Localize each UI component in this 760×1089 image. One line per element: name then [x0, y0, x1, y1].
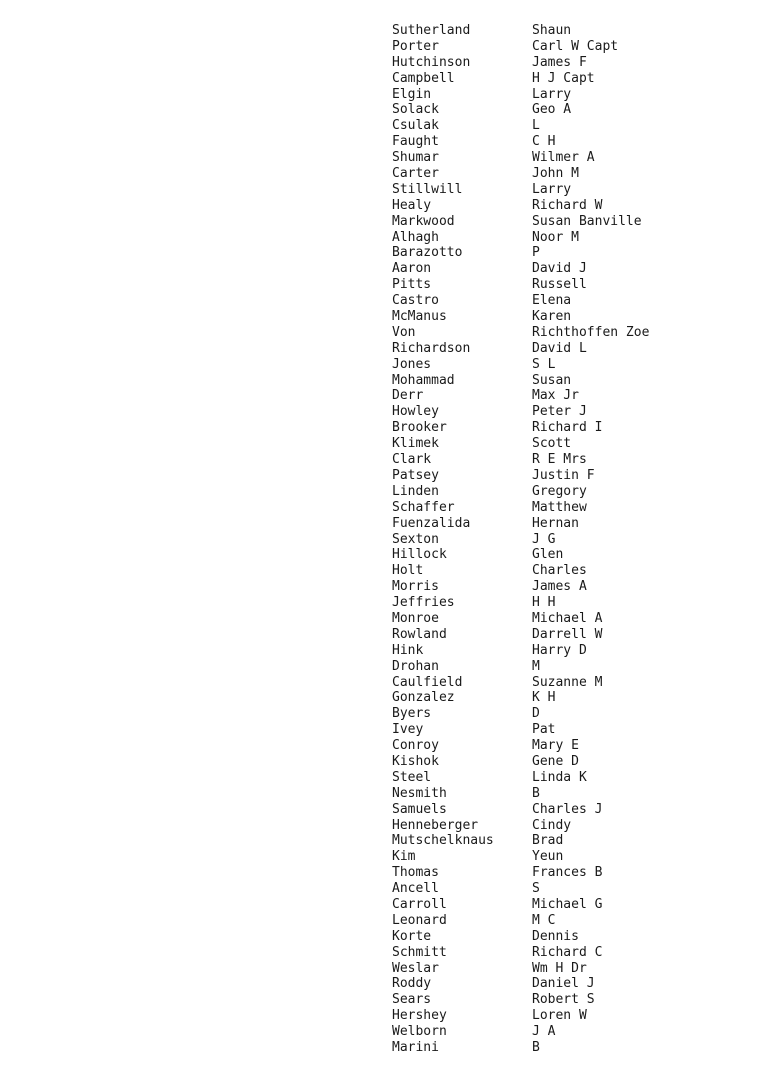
first-name: H H — [532, 595, 556, 611]
last-name: Healy — [392, 197, 432, 213]
last-name: Shumar — [392, 150, 439, 166]
first-name: Larry — [532, 86, 572, 102]
last-name: Henneberger — [392, 817, 479, 833]
last-name: Mohammad — [392, 372, 455, 388]
last-name: Hink — [392, 642, 424, 658]
first-name: Loren W — [532, 1008, 587, 1024]
first-name: Richard I — [532, 420, 603, 436]
first-name: James F — [532, 54, 587, 70]
first-name: D — [532, 706, 540, 722]
last-name: Elgin — [392, 86, 432, 102]
last-name: Brooker — [392, 420, 447, 436]
first-name: L — [532, 118, 540, 134]
last-name: Patsey — [392, 467, 439, 483]
last-name: Derr — [392, 388, 424, 404]
first-name: Brad — [532, 833, 564, 849]
last-name: Sexton — [392, 531, 439, 547]
last-name: Holt — [392, 563, 424, 579]
last-name: Roddy — [392, 976, 432, 992]
first-name: Noor M — [532, 229, 579, 245]
first-name: Scott — [532, 436, 572, 452]
first-name: Max Jr — [532, 388, 579, 404]
first-name: C H — [532, 134, 556, 150]
first-name: J A — [532, 1024, 556, 1040]
last-name: Richardson — [392, 340, 471, 356]
last-name: Hillock — [392, 547, 447, 563]
last-name: Carter — [392, 166, 439, 182]
last-name: Byers — [392, 706, 432, 722]
first-name: P — [532, 245, 540, 261]
first-name: H J Capt — [532, 70, 595, 86]
last-name: Kishok — [392, 753, 439, 769]
last-name: Ancell — [392, 881, 439, 897]
first-name: Hernan — [532, 515, 579, 531]
last-name: Weslar — [392, 960, 439, 976]
first-name: John M — [532, 166, 579, 182]
last-name: Klimek — [392, 436, 439, 452]
last-name: Nesmith — [392, 785, 447, 801]
first-name: R E Mrs — [532, 452, 587, 468]
first-name: Frances B — [532, 865, 603, 881]
last-name: Monroe — [392, 610, 439, 626]
last-name: Porter — [392, 38, 439, 54]
last-name: Steel — [392, 769, 432, 785]
first-name: Suzanne M — [532, 674, 603, 690]
first-name: M — [532, 658, 540, 674]
first-name: Justin F — [532, 467, 595, 483]
first-name: Russell — [532, 277, 587, 293]
last-name: Csulak — [392, 118, 439, 134]
last-name: Castro — [392, 293, 439, 309]
first-name: Gregory — [532, 483, 587, 499]
first-name: Pat — [532, 722, 556, 738]
last-name: Ivey — [392, 722, 424, 738]
last-name: Fuenzalida — [392, 515, 471, 531]
first-name: Mary E — [532, 738, 579, 754]
last-name: Alhagh — [392, 229, 439, 245]
last-name: Sears — [392, 992, 432, 1008]
last-name: Welborn — [392, 1024, 447, 1040]
first-name: Wm H Dr — [532, 960, 587, 976]
last-name: Clark — [392, 452, 432, 468]
first-name: Michael G — [532, 896, 603, 912]
last-name: Gonzalez — [392, 690, 455, 706]
first-name: Matthew — [532, 499, 587, 515]
first-name: Susan — [532, 372, 572, 388]
first-name: Charles — [532, 563, 587, 579]
last-name: Thomas — [392, 865, 439, 881]
first-name: Elena — [532, 293, 572, 309]
first-name: Richard W — [532, 197, 603, 213]
first-name: Linda K — [532, 769, 587, 785]
last-name: Faught — [392, 134, 439, 150]
last-name: Howley — [392, 404, 439, 420]
first-name: Richthoffen Zoe — [532, 324, 650, 340]
last-name: Korte — [392, 928, 432, 944]
last-name: Pitts — [392, 277, 432, 293]
last-name: Von — [392, 324, 416, 340]
last-name: Sutherland — [392, 23, 471, 38]
first-name: Darrell W — [532, 626, 603, 642]
last-name: Solack — [392, 102, 439, 118]
first-name: Glen — [532, 547, 564, 563]
first-name: M C — [532, 912, 556, 928]
last-name: Campbell — [392, 70, 455, 86]
last-name: Markwood — [392, 213, 455, 229]
last-name: Schmitt — [392, 944, 447, 960]
last-name: Stillwill — [392, 181, 463, 197]
first-name: David J — [532, 261, 587, 277]
first-name: K H — [532, 690, 556, 706]
first-name: Dennis — [532, 928, 579, 944]
first-name: Daniel J — [532, 976, 595, 992]
last-name: Caulfield — [392, 674, 463, 690]
first-name: Susan Banville — [532, 213, 642, 229]
last-name: Samuels — [392, 801, 447, 817]
last-name: Marini — [392, 1040, 439, 1055]
last-name: Conroy — [392, 738, 439, 754]
last-name: Barazotto — [392, 245, 463, 261]
first-name: Shaun — [532, 23, 572, 38]
last-name: Kim — [392, 849, 416, 865]
first-name: Michael A — [532, 610, 603, 626]
first-name: David L — [532, 340, 587, 356]
first-name: Gene D — [532, 753, 579, 769]
first-name: Larry — [532, 181, 572, 197]
last-name: Carroll — [392, 896, 447, 912]
last-name: Leonard — [392, 912, 447, 928]
last-name: Drohan — [392, 658, 439, 674]
first-name: Richard C — [532, 944, 603, 960]
last-name: Schaffer — [392, 499, 455, 515]
first-name: Geo A — [532, 102, 572, 118]
first-name: Harry D — [532, 642, 587, 658]
first-name: James A — [532, 579, 587, 595]
first-name: J G — [532, 531, 556, 547]
last-name: Rowland — [392, 626, 447, 642]
last-name: Jeffries — [392, 595, 455, 611]
last-name: Linden — [392, 483, 439, 499]
last-name: Hutchinson — [392, 54, 471, 70]
first-name: S L — [532, 356, 556, 372]
first-name: B — [532, 785, 540, 801]
first-name: S — [532, 881, 540, 897]
first-name: B — [532, 1040, 540, 1055]
first-name: Charles J — [532, 801, 603, 817]
first-name: Yeun — [532, 849, 564, 865]
last-name: Mutschelknaus — [392, 833, 494, 849]
last-name: Jones — [392, 356, 432, 372]
first-name: Wilmer A — [532, 150, 595, 166]
last-name: Hershey — [392, 1008, 447, 1024]
first-name: Karen — [532, 309, 572, 325]
first-name: Peter J — [532, 404, 587, 420]
first-name: Cindy — [532, 817, 572, 833]
last-name: McManus — [392, 309, 447, 325]
first-name: Carl W Capt — [532, 38, 619, 54]
first-name: Robert S — [532, 992, 595, 1008]
last-name: Morris — [392, 579, 439, 595]
last-name: Aaron — [392, 261, 432, 277]
